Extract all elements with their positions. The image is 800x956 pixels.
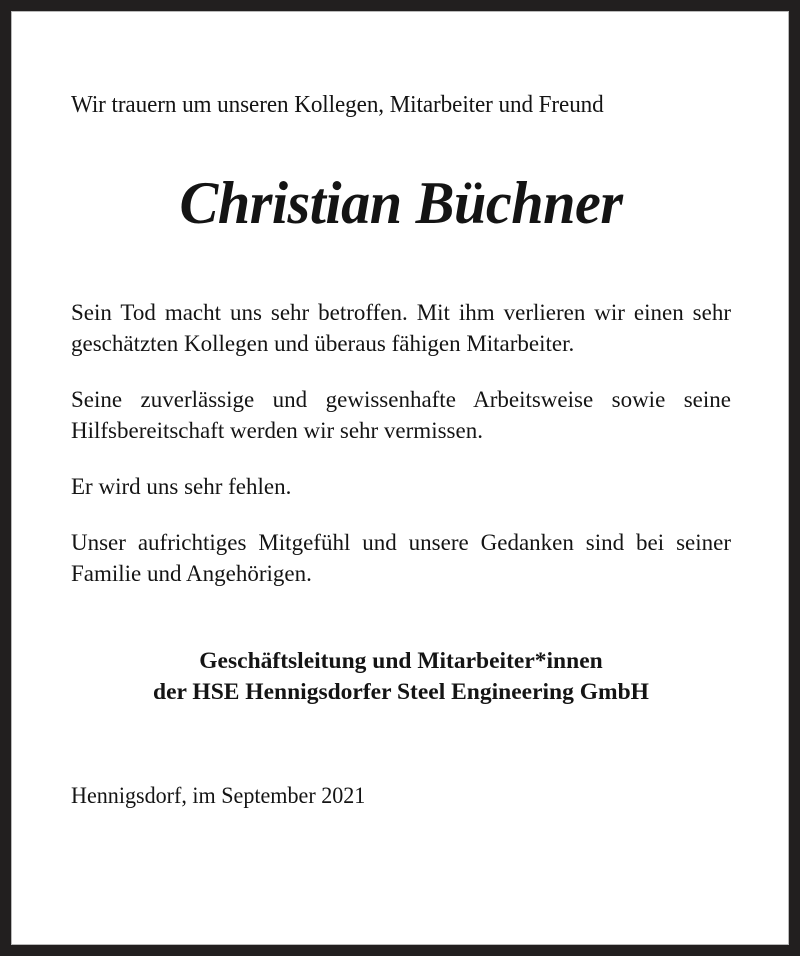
notice-content — [71, 12, 731, 944]
body-text — [71, 235, 731, 589]
place-and-date: Hennigsdorf, im September 2021 — [71, 782, 366, 808]
deceased-name: Christian Büchner — [179, 169, 623, 236]
paragraph: Unser aufrichtiges Mitgefühl und unsere Gedanken sind bei seiner Familie und Angehörigen. — [71, 530, 731, 587]
opening-line: Wir trauern um unseren Kollegen, Mitarbeiter und Freund — [71, 91, 604, 118]
paragraph: Seine zuverlässige und gewissenhafte Arbeitsweise sowie seine Hilfsbereitschaft werden wir sehr vermissen. — [71, 386, 731, 444]
mourning-border-frame — [11, 11, 789, 945]
signatory-group: Geschäftsleitung und Mitarbeiter*innen — [199, 648, 603, 675]
paragraph: Sein Tod macht uns sehr betroffen. Mit ihm verlieren wir einen sehr geschätzten Kollegen und überaus fähigen Mitarbeiter. — [71, 299, 731, 356]
signatory-company: der HSE Hennigsdorfer Steel Engineering GmbH — [153, 679, 649, 706]
signature-block — [71, 589, 731, 709]
paragraph: Er wird uns sehr fehlen. — [71, 474, 292, 500]
